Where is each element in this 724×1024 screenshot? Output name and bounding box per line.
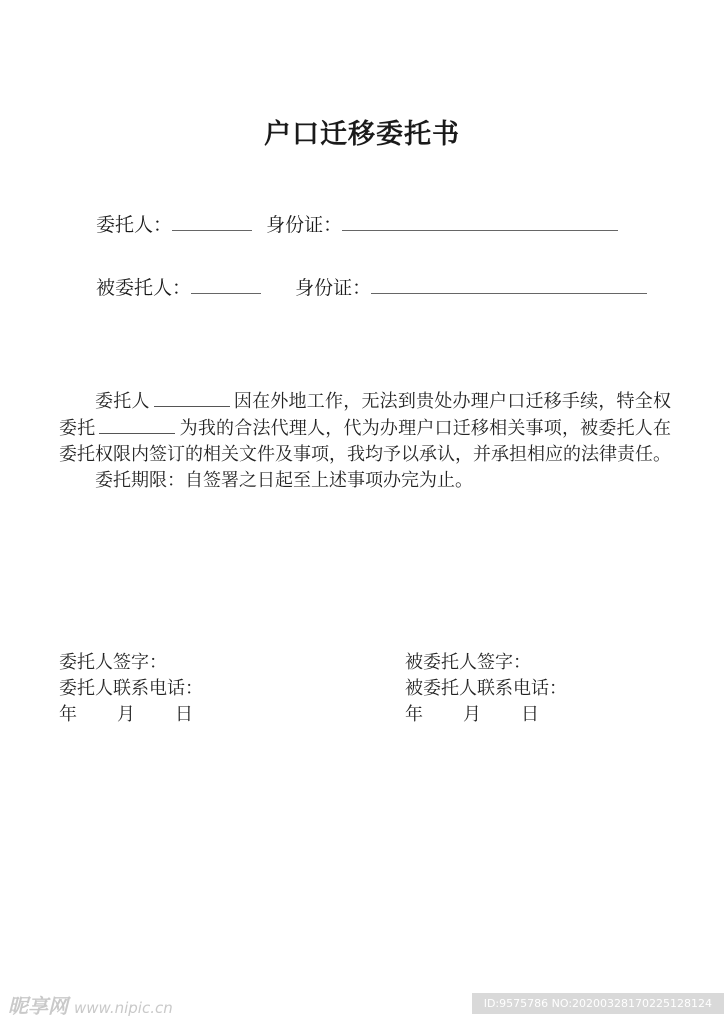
watermark-logo [8,990,173,1019]
body-text-principal: 委托人 [95,391,150,412]
principal-signature-label: 委托人签字： [59,652,167,673]
agent-name-blank[interactable] [99,415,175,434]
agent-id-label: 身份证： [295,277,372,299]
agent-label: 被委托人： [96,277,192,299]
agent-name-field[interactable] [191,271,261,294]
agent-date-line [405,702,567,728]
date-month: 月 [463,704,481,725]
agent-row [96,271,647,300]
date-day: 日 [521,704,539,725]
watermark-brand: 昵享网 [8,994,68,1018]
principal-label: 委托人： [96,214,173,236]
body-paragraph-2: 委托期限：自签署之日起至上述事项办完为止。 [95,470,473,491]
principal-name-blank[interactable] [154,388,230,407]
agent-signature-label: 被委托人签字： [405,652,531,673]
signature-block-principal [59,650,203,728]
watermark-id-badge: ID:9575786 NO:20200328170225128124 [472,993,724,1014]
body-text [59,388,671,494]
page-title: 户口迁移委托书 [264,119,460,150]
date-year: 年 [59,704,77,725]
agent-phone-label: 被委托人联系电话： [405,678,567,699]
date-day: 日 [175,704,193,725]
principal-row [96,208,618,237]
principal-name-field[interactable] [172,208,252,231]
principal-id-field[interactable] [342,208,618,231]
body-text-reason: 因在外地工作，无法到贵处办理户口迁移手续，特全权委托 [59,391,672,439]
watermark-site: www.nipic.cn [74,999,173,1017]
date-month: 月 [117,704,135,725]
date-year: 年 [405,704,423,725]
body-text-authority: 为我的合法代理人，代为办理户口迁移相关事项，被委托人在委托权限内签订的相关文件及事项，我均予以承认，并承担相应的法律责任。 [59,418,672,465]
principal-id-label: 身份证： [266,214,343,236]
agent-id-field[interactable] [371,271,647,294]
principal-phone-label: 委托人联系电话： [59,678,203,699]
signature-block-agent [405,650,567,728]
principal-date-line [59,702,203,728]
body-paragraph-1 [59,388,671,468]
